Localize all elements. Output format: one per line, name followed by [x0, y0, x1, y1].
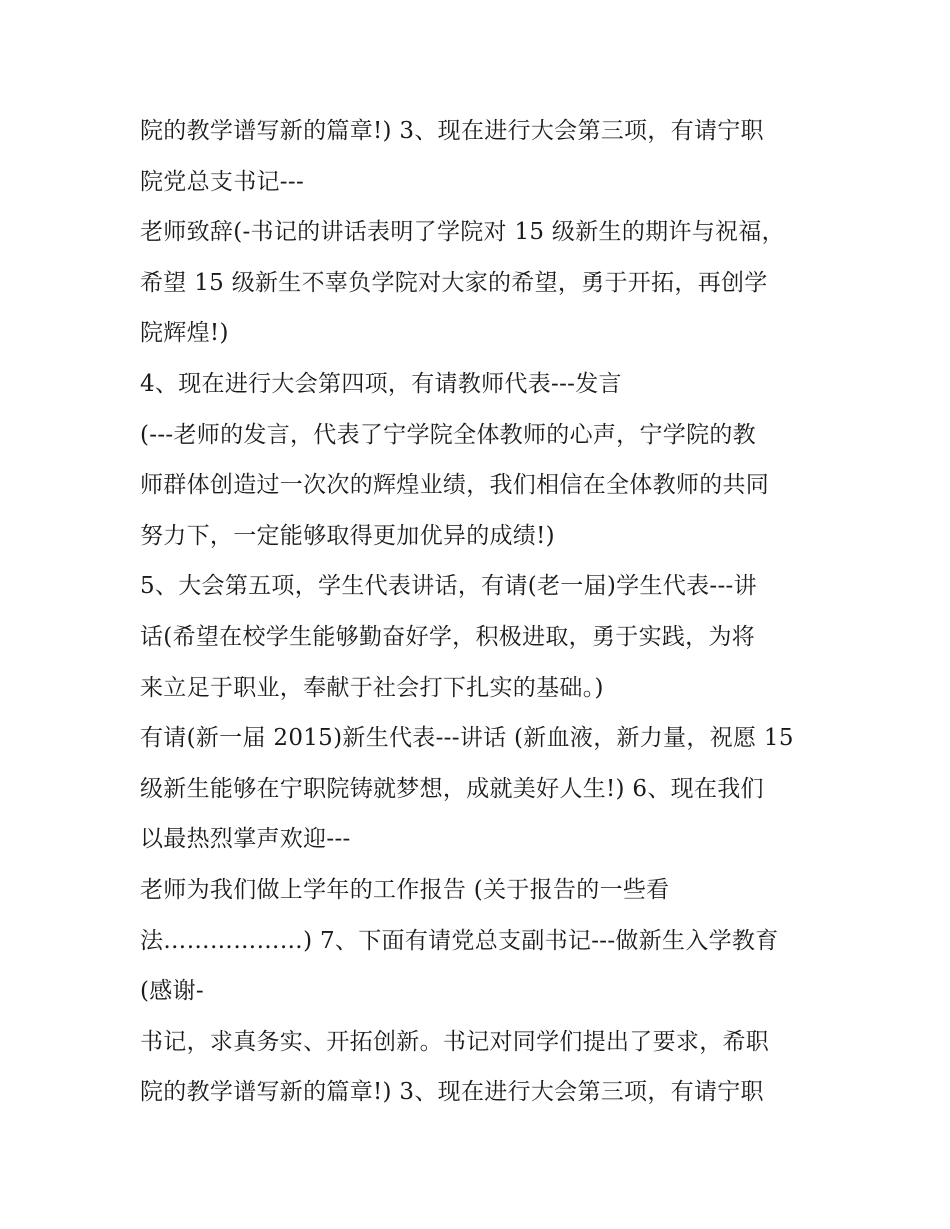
text-line: 努力下，一定能够取得更加优异的成绩!) [140, 522, 555, 549]
text-line: 院的教学谱写新的篇章!) 3、现在进行大会第三项，有请宁职 [140, 1079, 764, 1106]
text-line: 师群体创造过一次次的辉煌业绩，我们相信在全体教师的共同 [140, 472, 770, 499]
text-line: 级新生能够在宁职院铸就梦想，成就美好人生!) 6、现在我们 [140, 775, 764, 802]
text-line: (感谢- [140, 978, 204, 1005]
text-line: 院党总支书记--- [140, 168, 305, 195]
text-line: 以最热烈掌声欢迎--- [140, 826, 351, 853]
document-body [140, 106, 830, 1118]
text-line: 书记，求真务实、开拓创新。书记对同学们提出了要求，希职 [140, 1028, 770, 1055]
text-line: 4、现在进行大会第四项，有请教师代表---发言 [140, 370, 622, 397]
text-line: 希望 15 级新生不辜负学院对大家的希望，勇于开拓，再创学 [140, 269, 768, 296]
text-line: 法………………) 7、下面有请党总支副书记---做新生入学教育 [140, 927, 779, 954]
text-line: 院辉煌!) [140, 320, 229, 347]
text-line: 5、大会第五项，学生代表讲话，有请(老一届)学生代表---讲 [140, 573, 757, 600]
text-line: 老师为我们做上学年的工作报告 (关于报告的一些看 [140, 876, 670, 903]
text-line: 来立足于职业，奉献于社会打下扎实的基础。) [140, 674, 604, 701]
text-line: (---老师的发言，代表了宁学院全体教师的心声，宁学院的教 [140, 421, 756, 448]
text-line: 有请(新一届 2015)新生代表---讲话 (新血液，新力量，祝愿 15 [140, 725, 794, 752]
text-line: 院的教学谱写新的篇章!) 3、现在进行大会第三项，有请宁职 [140, 118, 764, 144]
text-line: 话(希望在校学生能够勤奋好学，积极进取，勇于实践，为将 [140, 623, 756, 650]
text-line: 老师致辞(-书记的讲话表明了学院对 15 级新生的期许与祝福， [140, 219, 785, 246]
